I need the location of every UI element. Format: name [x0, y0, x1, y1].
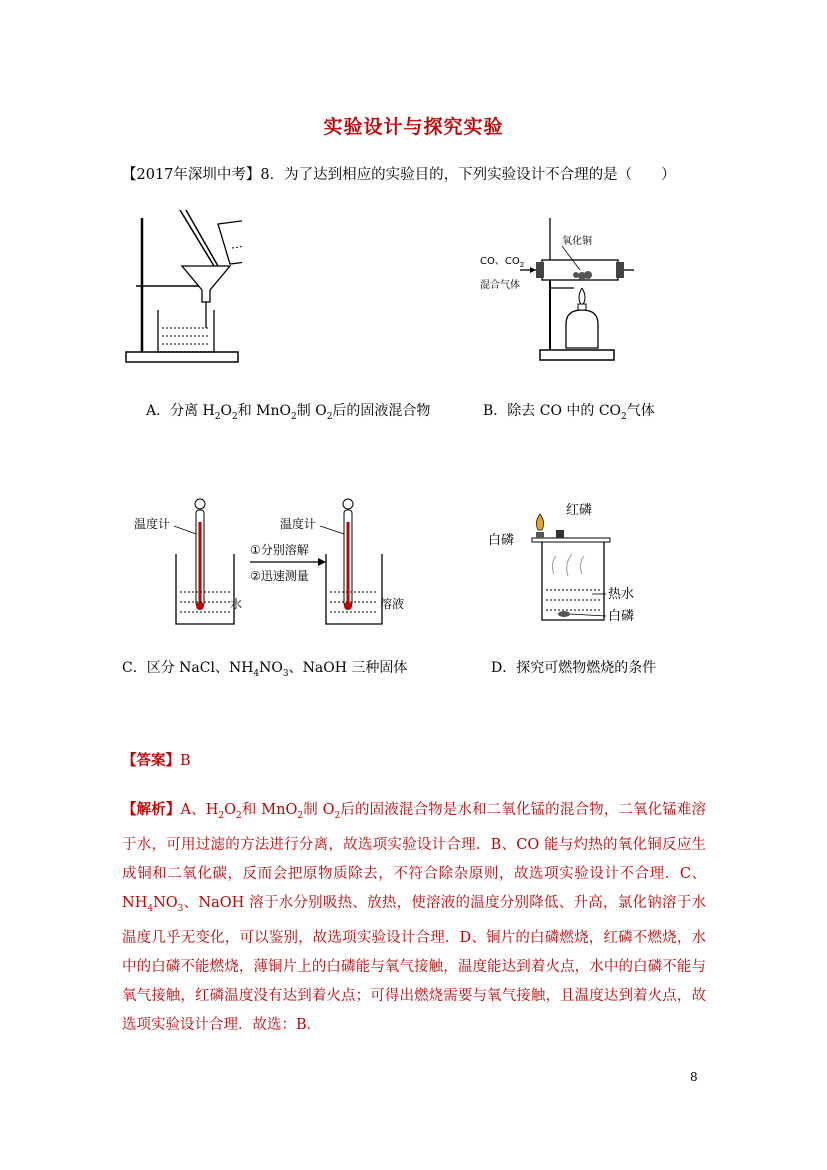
- analysis: 【解析】A、$H_2O_2$和 MnO$_2$制 $O_2$后的固液混合物是水和二氧化锰的混合物，二氧化锰难溶于水，可用过滤的方法进行分离，故选项实验设计合理．B、CO 能与灼热的氧化铜反应生成铜和二氧化碳，反而会把原物质除去，不符合除杂原则，故选项实验设计不合理．C、$NH_4NO_3$、NaOH 溶于水分别吸热、放热，使溶液的温度分别降低、升高，氯化钠溶于水温度几乎无变化，可以鉴别，故选项实验设计合理．D、铜片的白磷燃烧，红磷不燃烧，水中的白磷不能燃烧，薄铜片上的白磷能与氧气接触，温度能达到着火点，水中的白磷不能与氧气接触，红磷温度没有达到着火点；可得出燃烧需要与氧气接触，且温度达到着火点，故选项实验设计合理．故选：B．: [122, 801, 706, 1033]
- c-water-label: 水: [230, 597, 243, 611]
- figure-b-cuo-tube: [478, 212, 638, 367]
- option-c: C．区分 NaCl、$NH_4NO_3$、NaOH 三种固体: [122, 660, 408, 679]
- figure-c-thermometers: [130, 494, 420, 629]
- answer-label: 【答案】: [122, 752, 180, 769]
- b-gas-label: CO、$CO_2$: [480, 256, 525, 269]
- c-thermo-label-1: 温度计: [134, 517, 171, 531]
- c-solution-label: 溶液: [380, 597, 405, 611]
- figure-a-filtration: [122, 210, 242, 370]
- c-step-1: ①分别溶解: [250, 543, 309, 557]
- option-d: D．探究可燃物燃烧的条件: [491, 660, 657, 676]
- option-b: B．除去 CO 中的 $CO_2$气体: [483, 403, 655, 422]
- answer: [122, 749, 191, 770]
- b-cuo-label: 氧化铜: [562, 236, 592, 247]
- question-source: 【2017年深圳中考】: [122, 167, 261, 183]
- d-red-phosphorus: 红磷: [566, 503, 593, 518]
- d-white-phosphorus-bottom: 白磷: [608, 609, 635, 624]
- b-gas-label-2: 混合气体: [480, 280, 520, 291]
- question-text: 8．为了达到相应的实验目的，下列实验设计不合理的是（ ）: [260, 167, 676, 183]
- question-stem: [122, 163, 676, 184]
- answer-value: B: [180, 753, 191, 769]
- d-white-phosphorus-top: 白磷: [488, 533, 515, 548]
- figure-d-combustion: [488, 494, 648, 629]
- analysis-label: 【解析】: [122, 801, 181, 818]
- option-a: A．分离 $H_2O_2$和 MnO$_2$制 $O_2$后的固液混合物: [146, 403, 431, 422]
- page-number: 8: [690, 1070, 698, 1084]
- d-hot-water: 热水: [608, 587, 635, 602]
- c-thermo-label-2: 温度计: [280, 517, 317, 531]
- page-title: 实验设计与探究实验: [323, 116, 504, 138]
- c-step-2: ②迅速测量: [250, 569, 309, 583]
